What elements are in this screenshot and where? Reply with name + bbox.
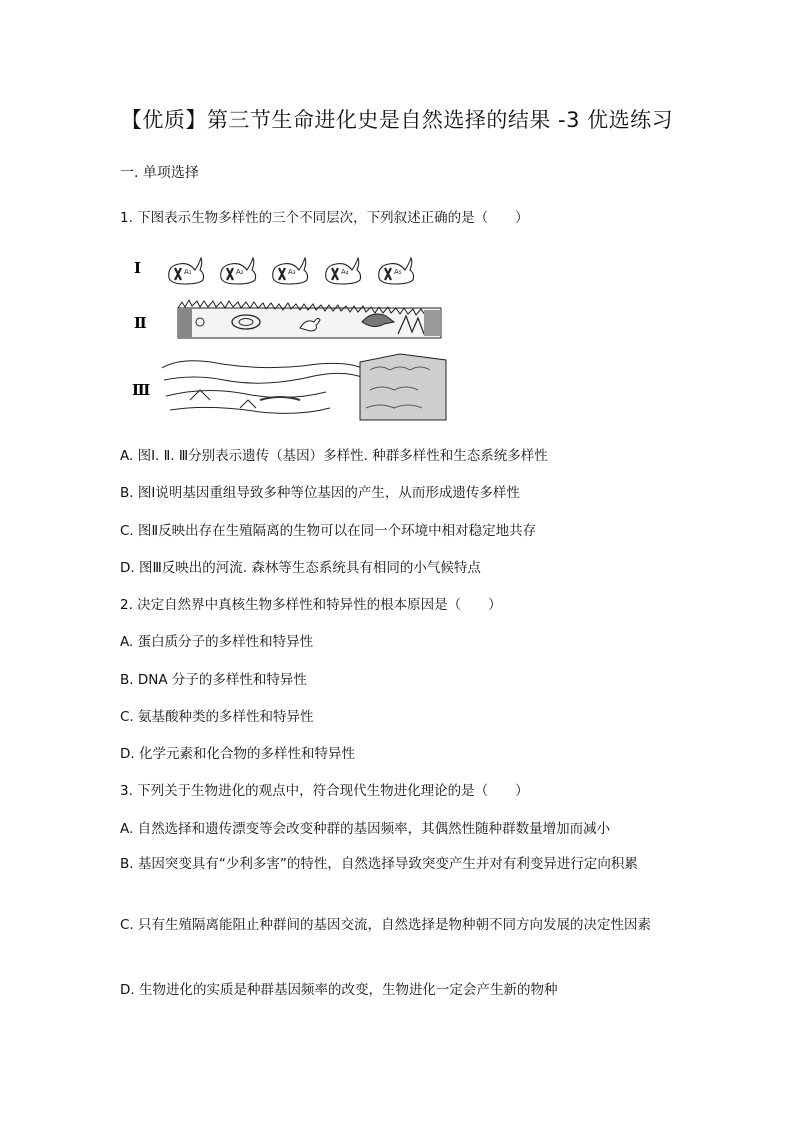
option-2c: C. 氨基酸种类的多样性和特异性	[120, 709, 314, 725]
bush-icon	[424, 310, 441, 336]
section-heading: 一. 单项选择	[120, 165, 199, 181]
option-3d: D. 生物进化的实质是种群基因频率的改变，生物进化一定会产生新的物种	[120, 982, 558, 998]
ecosystem-landscape	[162, 354, 446, 420]
question-2-stem: 2. 决定自然界中真核生物多样性和特异性的根本原因是（ ）	[120, 597, 502, 613]
tree-trunk	[178, 308, 192, 338]
option-2a: A. 蛋白质分子的多样性和特异性	[120, 634, 314, 650]
option-3a: A. 自然选择和遗传漂变等会改变种群的基因频率，其偶然性随种群数量增加而减小	[120, 821, 611, 837]
row-label-1: Ⅰ	[134, 259, 142, 277]
allele-label: A₁	[184, 268, 192, 276]
allele-label: A₃	[288, 268, 296, 276]
question-3-stem: 3. 下列关于生物进化的观点中，符合现代生物进化理论的是（ ）	[120, 783, 529, 799]
option-1b: B. 图Ⅰ说明基因重组导致多种等位基因的产生，从而形成遗传多样性	[120, 485, 520, 501]
page-title: 【优质】第三节生命进化史是自然选择的结果 -3 优选练习	[120, 108, 674, 132]
option-1a: A. 图Ⅰ. Ⅱ. Ⅲ分别表示遗传（基因）多样性. 种群多样性和生态系统多样性	[120, 448, 548, 464]
option-1c: C. 图Ⅱ反映出存在生殖隔离的生物可以在同一个环境中相对稳定地共存	[120, 523, 537, 539]
biodiversity-figure	[130, 250, 460, 425]
option-1d: D. 图Ⅲ反映出的河流. 森林等生态系统具有相同的小气候特点	[120, 560, 481, 576]
option-3c: C. 只有生殖隔离能阻止种群间的基因交流，自然选择是物种朝不同方向发展的决定性因素	[120, 917, 652, 933]
question-1-stem: 1. 下图表示生物多样性的三个不同层次，下列叙述正确的是（ ）	[120, 210, 529, 226]
row-label-3: Ⅲ	[132, 381, 151, 399]
allele-label: A₄	[341, 268, 349, 276]
allele-label: A₂	[236, 268, 244, 276]
option-2d: D. 化学元素和化合物的多样性和特异性	[120, 746, 355, 762]
option-3b: B. 基因突变具有“少利多害”的特性，自然选择导致突变产生并对有利变异进行定向积累	[120, 856, 638, 872]
row-label-2: Ⅱ	[134, 314, 147, 332]
option-2b: B. DNA 分子的多样性和特异性	[120, 672, 307, 688]
allele-label: A₅	[394, 268, 402, 276]
community-strip	[178, 300, 441, 338]
